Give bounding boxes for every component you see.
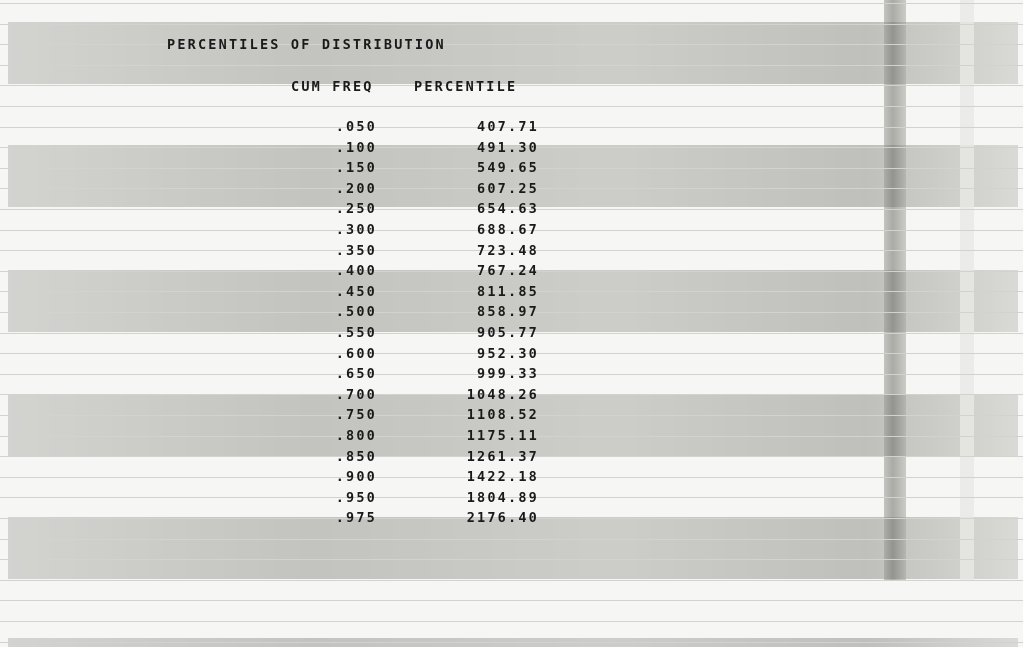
percentile-value: 905.77 [477, 324, 539, 341]
cum-freq-value: .800 [335, 427, 377, 444]
column-header-cum-freq: CUM FREQ [291, 79, 374, 95]
cum-freq-value: .650 [335, 366, 377, 383]
table-row [0, 449, 1023, 470]
cum-freq-value: .100 [335, 139, 377, 156]
cum-freq-value: .150 [335, 160, 377, 177]
table-row [0, 201, 1023, 222]
cum-freq-value: .850 [335, 448, 377, 465]
percentile-value: 811.85 [477, 283, 539, 300]
table-row [0, 119, 1023, 140]
percentile-value: 2176.40 [466, 510, 539, 527]
percentile-value: 1261.37 [466, 448, 539, 465]
table-row [0, 407, 1023, 428]
cum-freq-value: .300 [335, 221, 377, 238]
cum-freq-value: .975 [335, 510, 377, 527]
cum-freq-value: .350 [335, 242, 377, 259]
table-row [0, 140, 1023, 161]
table-row [0, 325, 1023, 346]
percentile-value: 607.25 [477, 180, 539, 197]
table-row [0, 387, 1023, 408]
cum-freq-value: .750 [335, 407, 377, 424]
cum-freq-value: .550 [335, 324, 377, 341]
table-row [0, 160, 1023, 181]
percentile-value: 858.97 [477, 304, 539, 321]
cum-freq-value: .050 [335, 119, 377, 135]
table-row [0, 263, 1023, 284]
column-header-percentile: PERCENTILE [414, 79, 518, 95]
percentile-value: 1108.52 [466, 407, 539, 424]
percentile-value: 999.33 [477, 366, 539, 383]
percentile-value: 491.30 [477, 139, 539, 156]
percentile-value: 1804.89 [466, 489, 539, 506]
cum-freq-value: .700 [335, 386, 377, 403]
percentile-value: 688.67 [477, 221, 539, 238]
report-title: PERCENTILES OF DISTRIBUTION [167, 37, 446, 53]
table-row [0, 366, 1023, 387]
percentile-value: 407.71 [477, 119, 539, 135]
table-row [0, 304, 1023, 325]
cum-freq-value: .200 [335, 180, 377, 197]
cum-freq-value: .900 [335, 469, 377, 486]
percentile-value: 767.24 [477, 263, 539, 280]
cum-freq-value: .250 [335, 201, 377, 218]
cum-freq-value: .400 [335, 263, 377, 280]
table-row [0, 181, 1023, 202]
table-row [0, 510, 1023, 531]
table-row [0, 490, 1023, 511]
table-row [0, 284, 1023, 305]
percentile-value: 1175.11 [466, 427, 539, 444]
percentile-value: 723.48 [477, 242, 539, 259]
percentile-value: 1422.18 [466, 469, 539, 486]
percentile-value: 549.65 [477, 160, 539, 177]
percentile-value: 1048.26 [466, 386, 539, 403]
cum-freq-value: .600 [335, 345, 377, 362]
cum-freq-value: .450 [335, 283, 377, 300]
percentile-value: 654.63 [477, 201, 539, 218]
table-row [0, 428, 1023, 449]
table-row [0, 222, 1023, 243]
cum-freq-value: .950 [335, 489, 377, 506]
table-row [0, 346, 1023, 367]
cum-freq-value: .500 [335, 304, 377, 321]
table-row [0, 243, 1023, 264]
percentile-table [0, 119, 1023, 531]
table-row [0, 469, 1023, 490]
percentile-value: 952.30 [477, 345, 539, 362]
